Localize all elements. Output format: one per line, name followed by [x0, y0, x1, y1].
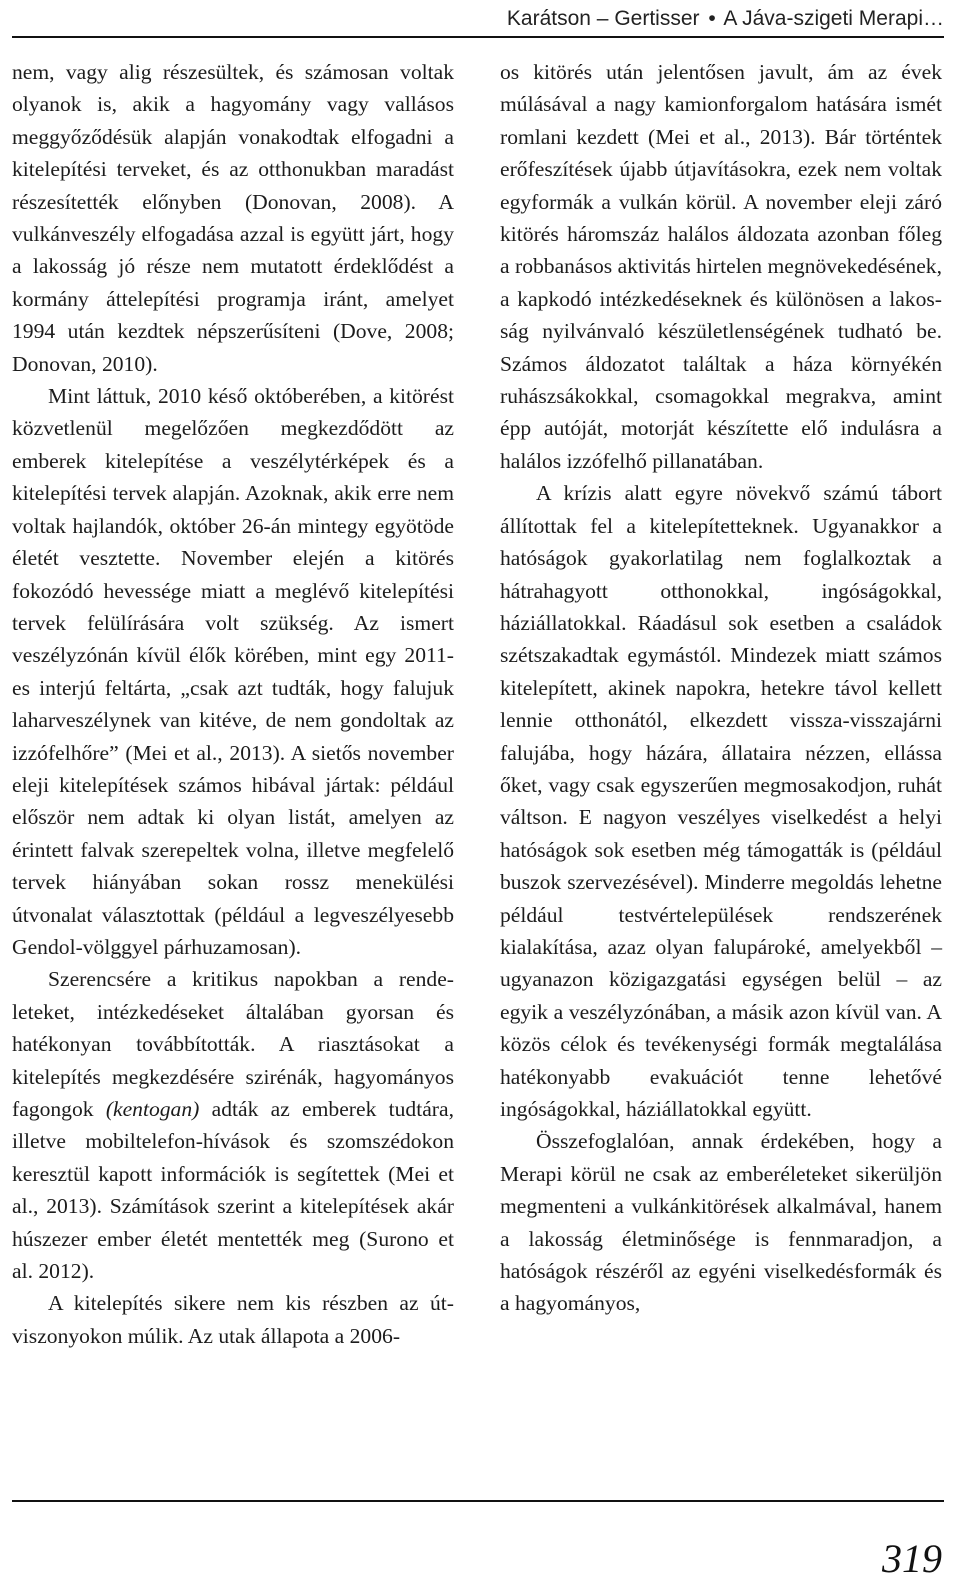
bottom-rule: [12, 1500, 944, 1502]
right-paragraph-3: Összefoglalóan, annak érdekében, hogy a Merapi körül ne csak az emberéleteket sikerüljön megmenteni a vulkánkitörések alkalmával, hanem a lakosság életminősége is fennmaradjon, a hatóságok részéről az egyéni viselkedésformák és a hagyományos,: [500, 1129, 942, 1316]
left-paragraph-2: Mint láttuk, 2010 késő októberében, a kitörést közvetlenül megelőzően megkezdődött az emberek kitelepítése a veszélytérképek és a kitelepítési tervek alapján. Azoknak, akik erre nem voltak hajlandók, október 26-án mintegy egyötöde életét vesztette. November elején a kitörés fokozódó hevessége miatt a meglévő kitelepítési tervek felülírására volt szükség. Az ismert veszélyzónán kívül élők körében, mint egy 2011-es interjú feltárta, „csak azt tudták, hogy falujuk laharveszélynek van kitéve, de nem gondoltak az izzófelhőre” (Mei et al., 2013). A sietős november eleji kitelepítések számos hibával jártak: például először nem adtak ki olyan listát, amelyen az érintett falvak szerepeltek volna, illetve megfelelő tervek hiányában sokan rossz menekülési útvonalat választottak (például a legveszélyesebb Gendol-völggyel párhuzamosan).: [12, 384, 454, 959]
left-paragraph-4: A kitelepítés sikere nem kis részben az útviszonyokon múlik. Az utak állapota a 2006-: [12, 1291, 454, 1348]
header-separator: •: [708, 7, 716, 30]
header-authors: Karátson – Gertisser: [506, 7, 700, 30]
page-number: 319: [882, 1536, 942, 1581]
right-column: [500, 56, 942, 1320]
left-column: [12, 56, 454, 1352]
right-paragraph-1: os kitörés után jelentősen javult, ám az évek múlásával a nagy kamionforgalom hatására ismét romlani kezdett (Mei et al., 2013). Bár történtek erőfeszítések újabb útjavításokra, ezek nem voltak egyformák a vulkán körül. A november eleji záró kitörés háromszáz halálos áldozata azonban főleg a robbanásos aktivitás hirtelen megnövekedésének, a kapkodó intézkedéseknek és különösen a lakosság nyilvánvaló készületlenségének tudható be. Számos áldozatot találtak a háza környékén ruhászsákokkal, csomagokkal megrakva, amint épp autóját, motorját készítette elő indulásra a halálos izzófelhő pillanatában.: [500, 60, 942, 473]
left-paragraph-1: nem, vagy alig részesültek, és számosan voltak olyanok is, akik a hagyomány vagy vallásos meggyőződésük alapján vonakodtak elfogadni a kitelepítési terveket, és az otthonukban maradást részesítették előnyben (Donovan, 2008). A vulkánveszély elfogadása azzal is együtt járt, hogy a lakosság jó része nem mutatott érdeklődést a kormány áttelepítési programja iránt, amelyet 1994 után kezdtek népszerűsíteni (Dove, 2008; Donovan, 2010).: [12, 60, 454, 376]
left-paragraph-3: Szerencsére a kritikus napokban a rendeleteket, intézkedéseket általában gyorsan és hatékonyan továbbították. A riasztásokat a kitelepítés megkezdésére szirénák, hagyományos fagongok (kentogan) adták az emberek tudtára, illetve mobiltelefon-hívások és szomszédokon keresztül kapott információk is segítettek (Mei et al., 2013). Számítások szerint a kitelepítések akár húszezer ember életét mentették meg (Surono et al. 2012).: [12, 967, 454, 1284]
header-title: A Jáva-szigeti Merapi…: [723, 7, 944, 30]
italic-term: (kentogan): [105, 1097, 200, 1121]
running-head: [12, 4, 944, 38]
right-paragraph-2: A krízis alatt egyre növekvő számú tábort állítottak fel a kitelepítetteknek. Ugyanakkor a hatóságok gyakorlatilag nem foglalkoztak a hátrahagyott otthonokkal, ingóságokkal, háziállatokkal. Ráadásul sok esetben a családok szétszakadtak egymástól. Mindezek miatt számos kitelepített, akinek napokra, hetekre távol kellett lennie otthonától, elkezdett vissza-visszajárni falujába, hogy házára, állataira nézzen, ellássa őket, vagy csak egyszerűen megmosakodjon, ruhát váltson. E nagyon veszélyes viselkedést a helyi hatóságok sok esetben még támogatták is (például buszok szervezésével). Minderre megoldás lehetne például testvértelepülések rendszerének kialakítása, azaz olyan falupároké, amelyekből – ugyanazon közigazgatási egységen belül – az egyik a veszélyzónában, a másik azon kívül van. A közös célok és tevékenységi formák megtalálása hatékonyabb evakuációt tenne lehetővé ingóságokkal, háziállatokkal együtt.: [500, 481, 942, 1121]
